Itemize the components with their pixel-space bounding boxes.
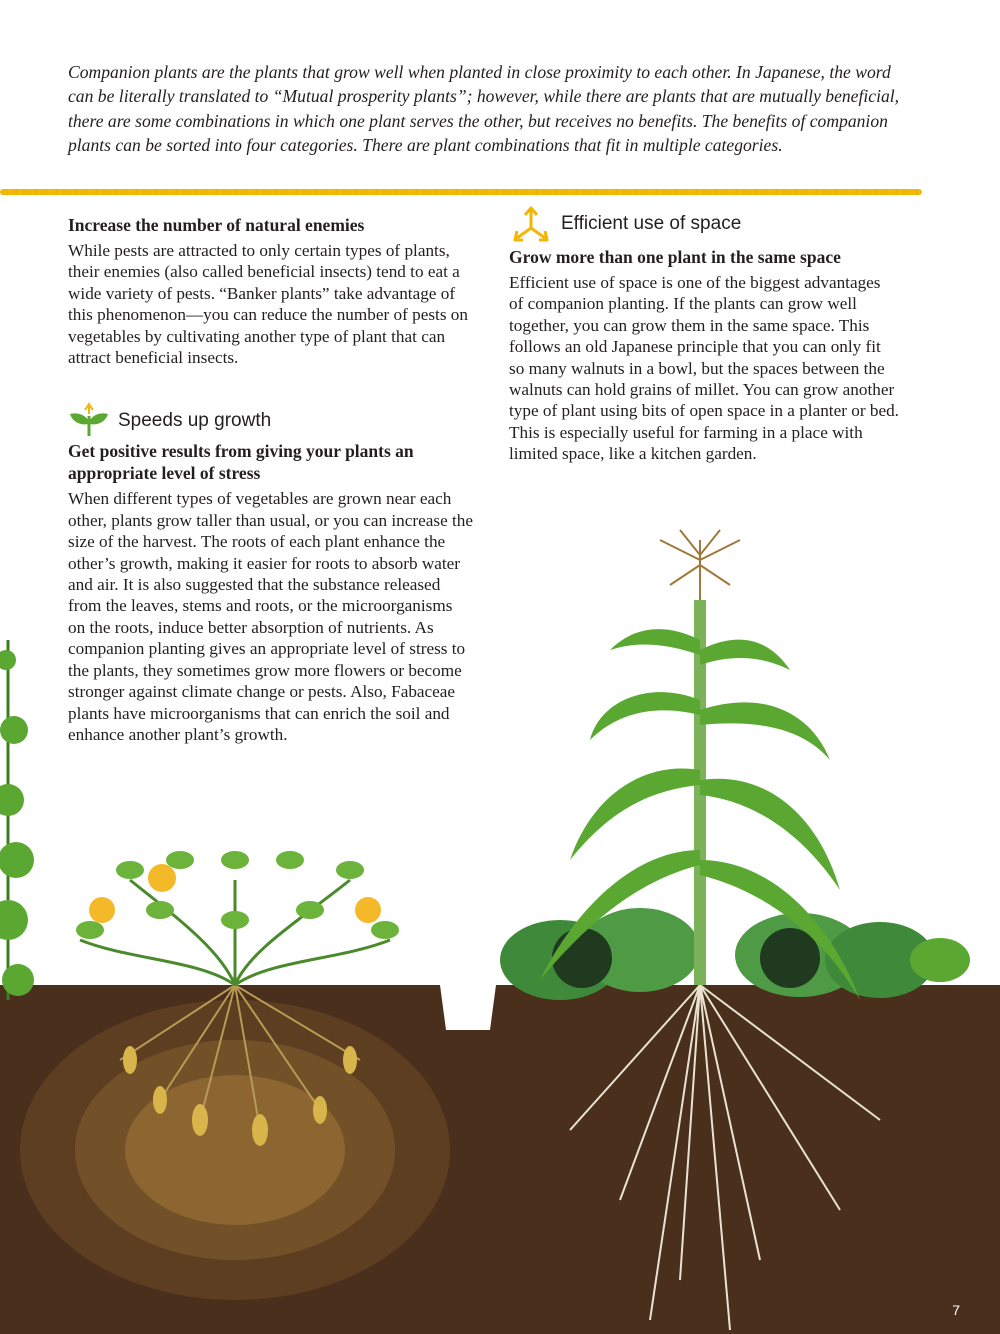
vine-left xyxy=(0,640,34,1000)
stress-heading: Get positive results from giving your plants an appropriate level of stress xyxy=(68,441,414,484)
speeds-up-growth-label: Speeds up growth xyxy=(118,409,272,431)
natural-enemies-body: While pests are attracted to only certain types of plants, their enemies (also called beneficial insects) tend to eat a wide variety of pests. “Banker plants” take advantage of this phenomenon—you can reduce the number of pests on vegetables by cultivating another type of plant that can attract beneficial insects. xyxy=(68,241,468,368)
natural-enemies-heading: Increase the number of natural enemies xyxy=(68,215,365,235)
same-space-heading: Grow more than one plant in the same space xyxy=(509,247,841,267)
stress-body: When different types of vegetables are grown near each other, plants grow taller than usual, or you can increase the size of the harvest. The roots of each plant enhance the other’s growth, making it easier for roots to absorb water and air. It is also suggested that the substance released from the leaves, stems and roots, or the microorganisms on the roots, induce better absorption of nutrients. As companion planting gives an appropriate level of stress to the plants, they sometimes grow more flowers or become stronger against climate change or pests. Also, Fabaceae plants have microorganisms that can enrich the soil and enhance another plant’s growth. xyxy=(68,489,473,744)
intro-paragraph: Companion plants are the plants that grow well when planted in close proximity to each other. In Japanese, the word can be literally translated to “Mutual prosperity plants”; however, while there are plants that are mutually beneficial, there are some combinations in which one plant serves the other, but receives no benefits. The benefits of companion plants can be sorted into four categories. There are plant combinations that fit in multiple categories. xyxy=(68,62,900,156)
efficient-space-label: Efficient use of space xyxy=(561,213,742,235)
page-number: 7 xyxy=(952,1302,960,1318)
same-space-body: Efficient use of space is one of the biggest advantages of companion planting. If the plants can grow well together, you can grow them in the same space. This follows an old Japanese principle that you can only fit so many walnuts in a bowl, but the spaces between the walnuts can hold grains of millet. You can grow another type of plant using bits of open space in a planter or bed. This is especially useful for farming in a place with limited space, like a kitchen garden. xyxy=(509,273,899,464)
